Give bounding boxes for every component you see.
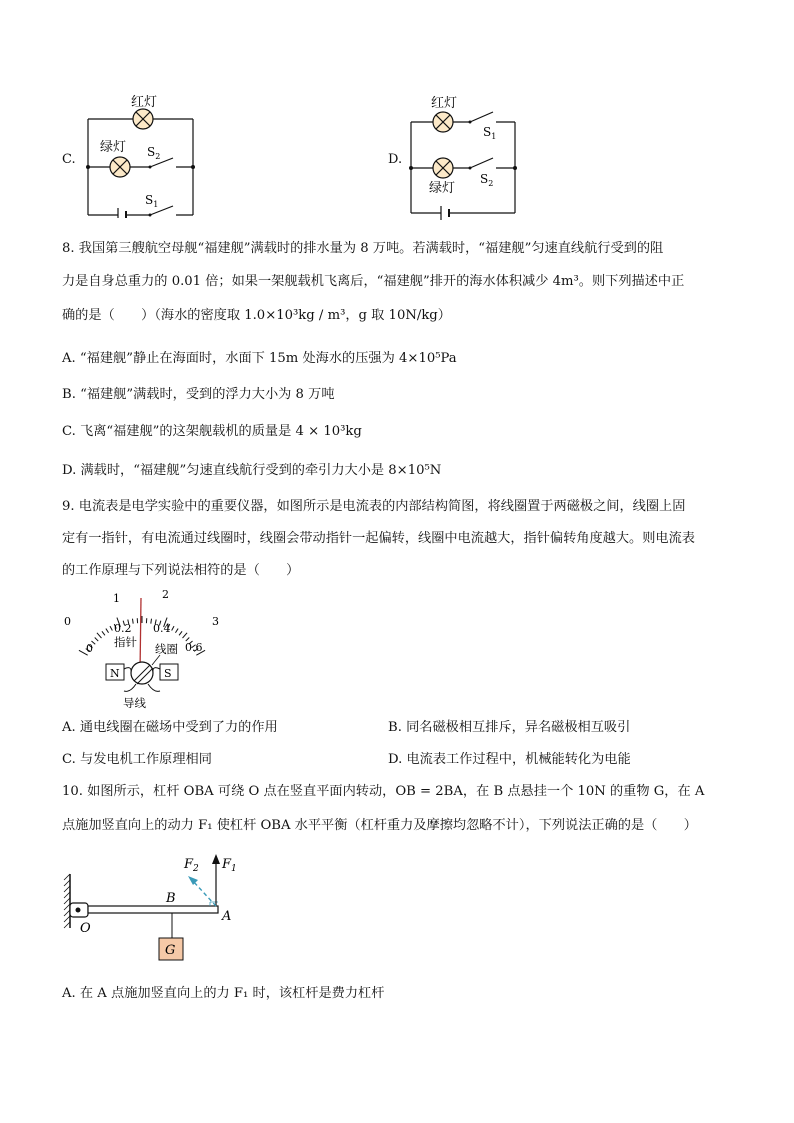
switch-s2-label: $S_2$ bbox=[147, 145, 161, 161]
green-lamp-icon bbox=[110, 157, 130, 177]
pointer-label: 指针 bbox=[114, 635, 137, 649]
green-lamp-icon bbox=[433, 158, 453, 178]
q8-option-c: C. 飞离“福建舰”的这架舰载机的质量是 4 × 10³kg bbox=[62, 424, 362, 439]
q9-line-3: 的工作原理与下列说法相符的是（ ） bbox=[62, 563, 300, 578]
f1-label: $F_1$ bbox=[222, 857, 237, 874]
option-d-label: D. bbox=[388, 152, 403, 167]
q8-option-a: A. “福建舰”静止在海面时，水面下 15m 处海水的压强为 4×10⁵Pa bbox=[62, 351, 457, 366]
q9-line-1: 9. 电流表是电学实验中的重要仪器，如图所示是电流表的内部结构简图，将线圈置于两磁极之间，线圈上固 bbox=[62, 499, 686, 514]
circuit-c-diagram bbox=[80, 88, 210, 218]
red-lamp-icon bbox=[133, 109, 153, 129]
q8-option-b: B. “福建舰”满载时，受到的浮力大小为 8 万吨 bbox=[62, 387, 335, 402]
scale-bottom-3: 0.6 bbox=[185, 641, 203, 654]
svg-text:N: N bbox=[110, 667, 120, 680]
scale-tick bbox=[95, 638, 99, 642]
q8-line-3: 确的是（ ）（海水的密度取 1.0×10³kg / m³，g 取 10N/kg） bbox=[62, 308, 451, 323]
q9-option-d: D. 电流表工作过程中，机械能转化为电能 bbox=[388, 752, 631, 767]
option-c-label: C. bbox=[62, 152, 76, 167]
q10-line-2: 点施加竖直向上的动力 F₁ 使杠杆 OBA 水平平衡（杠杆重力及摩擦均忽略不计），下列说法正确的是（ ） bbox=[62, 818, 697, 833]
svg-text:S: S bbox=[164, 667, 172, 680]
green-lamp-label: 绿灯 bbox=[429, 181, 456, 196]
scale-top-1: 1 bbox=[113, 592, 120, 605]
lever-bar bbox=[88, 906, 218, 913]
scale-bottom-0: 0 bbox=[86, 642, 93, 655]
lever-diagram bbox=[62, 850, 252, 965]
scale-bottom-1: 0.2 bbox=[114, 622, 132, 635]
q9-line-2: 定有一指针，有电流通过线圈时，线圈会带动指针一起偏转，线圈中电流越大，指针偏转角度越大。则电流表 bbox=[62, 531, 695, 546]
red-lamp-label: 红灯 bbox=[131, 95, 158, 110]
scale-tick bbox=[179, 631, 182, 635]
switch-s1-label: $S_1$ bbox=[145, 193, 159, 209]
q8-line-1: 8. 我国第三艘航空母舰“福建舰”满载时的排水量为 8 万吨。若满载时，“福建舰”匀速直线航行受到的阻 bbox=[62, 241, 664, 256]
scale-top-2: 2 bbox=[162, 588, 169, 601]
coil-icon bbox=[124, 662, 160, 684]
red-lamp-icon bbox=[433, 112, 453, 132]
circuit-d-diagram bbox=[405, 90, 525, 220]
green-lamp-label: 绿灯 bbox=[100, 140, 127, 155]
scale-tick bbox=[97, 633, 102, 638]
switch-s1-label: $S_1$ bbox=[483, 125, 497, 141]
q8-option-d: D. 满载时，“福建舰”匀速直线航行受到的牵引力大小是 8×10⁵N bbox=[62, 463, 442, 478]
svg-text:G: G bbox=[165, 943, 176, 958]
q9-option-a: A. 通电线圈在磁场中受到了力的作用 bbox=[62, 720, 278, 735]
red-lamp-label: 红灯 bbox=[431, 96, 458, 111]
point-b-label: B bbox=[166, 891, 176, 906]
scale-tick bbox=[106, 629, 109, 633]
q9-option-c: C. 与发电机工作原理相同 bbox=[62, 752, 212, 767]
f2-label: $F_2$ bbox=[184, 857, 199, 874]
scale-bottom-2: 0.4 bbox=[153, 622, 171, 635]
scale-tick bbox=[132, 619, 133, 624]
point-o-label: O bbox=[80, 921, 91, 936]
q10-line-1: 10. 如图所示，杠杆 OBA 可绕 O 点在竖直平面内转动，OB = 2BA，在 B 点悬挂一个 10N 的重物 G，在 A bbox=[62, 784, 705, 799]
scale-tick bbox=[151, 619, 152, 624]
ammeter-diagram bbox=[60, 585, 225, 710]
q9-option-b: B. 同名磁极相互排斥，异名磁极相互吸引 bbox=[388, 720, 631, 735]
scale-top-0: 0 bbox=[64, 615, 71, 628]
q8-line-2: 力是自身总重力的 0.01 倍；如果一架舰载机飞离后，“福建舰”排开的海水体积减少 4m³。则下列描述中正 bbox=[62, 274, 685, 289]
scale-top-3: 3 bbox=[212, 615, 219, 628]
scale-tick bbox=[183, 633, 188, 638]
scale-tick bbox=[172, 626, 174, 630]
switch-s2-label: $S_2$ bbox=[480, 172, 494, 188]
point-a-label: A bbox=[222, 909, 232, 924]
coil-label: 线圈 bbox=[155, 642, 178, 656]
scale-tick bbox=[110, 626, 112, 630]
scale-tick bbox=[175, 629, 178, 633]
wire-label: 导线 bbox=[123, 696, 146, 710]
q10-option-a: A. 在 A 点施加竖直向上的力 F₁ 时，该杠杆是费力杠杆 bbox=[62, 986, 385, 1001]
scale-tick bbox=[102, 631, 105, 635]
